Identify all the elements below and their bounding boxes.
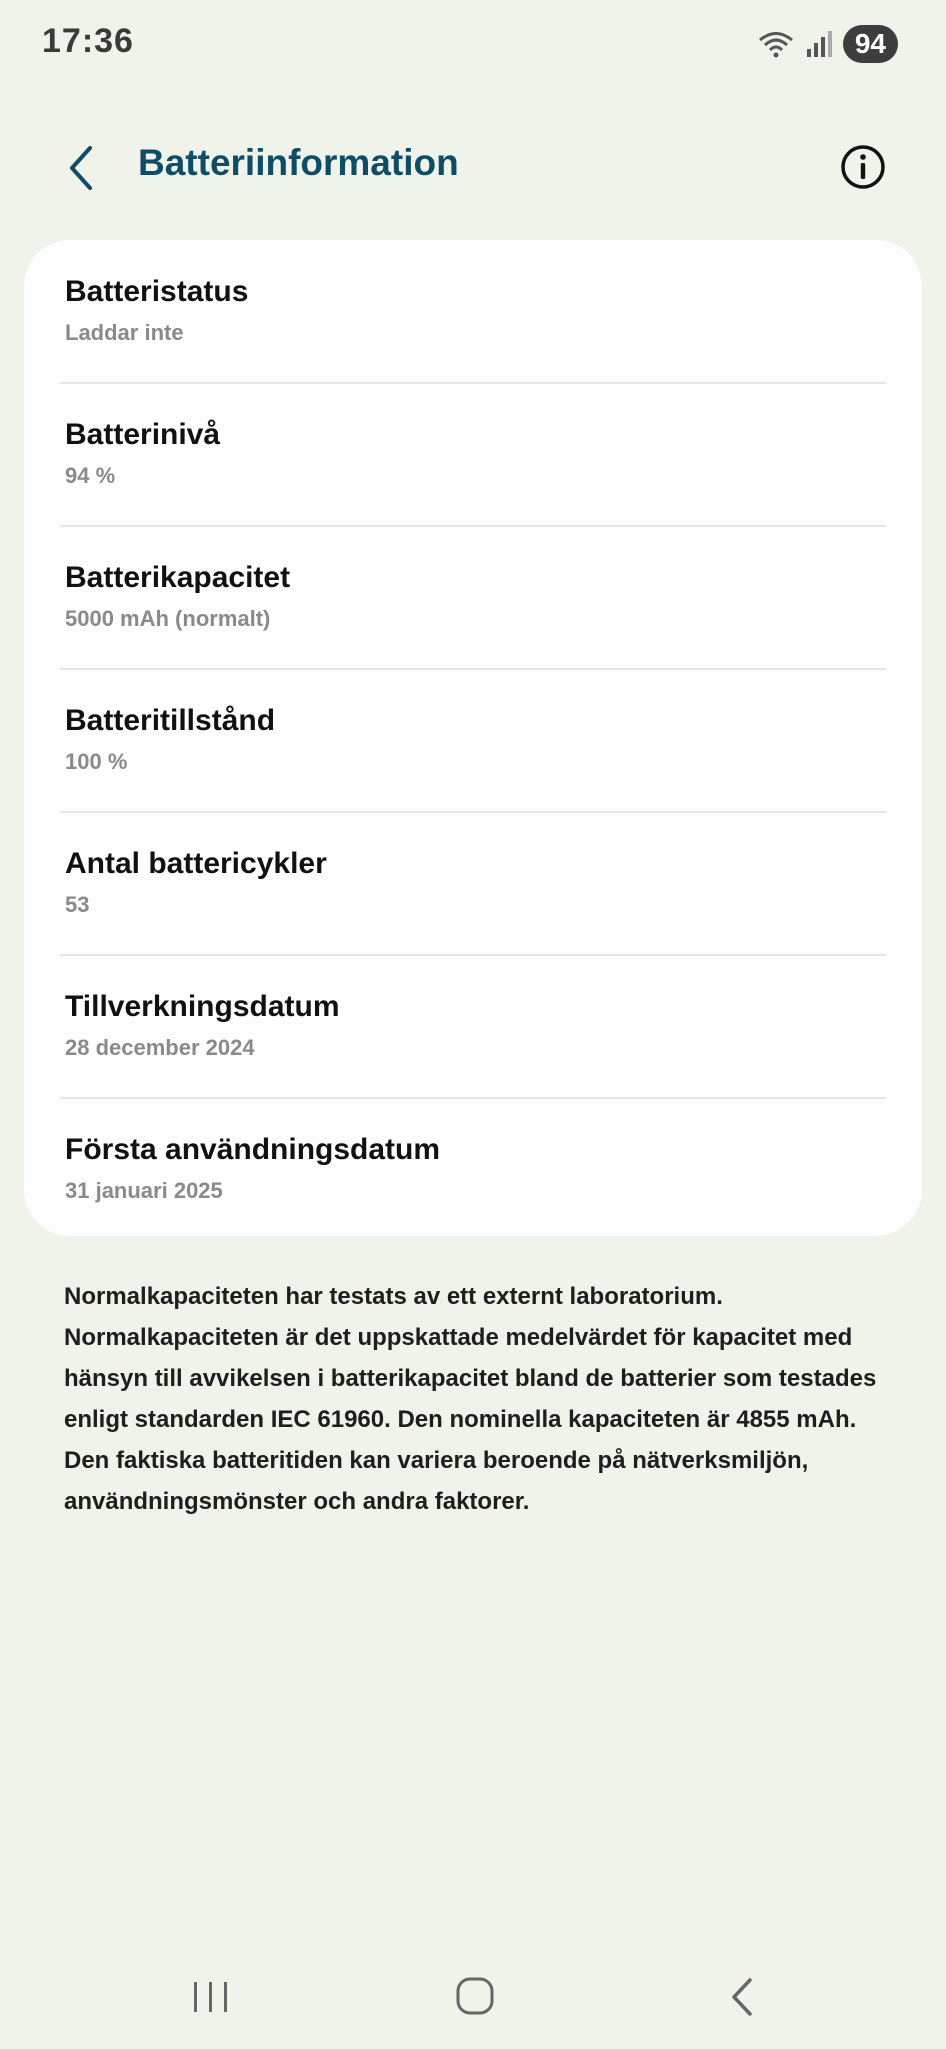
- back-icon: [712, 1972, 772, 2022]
- back-nav-button[interactable]: [712, 1972, 772, 2022]
- info-icon: [838, 142, 888, 192]
- status-bar: [0, 0, 946, 90]
- app-bar: [0, 130, 946, 204]
- list-item-first-use-date[interactable]: [24, 1098, 922, 1240]
- item-value: 28 december 2024: [65, 1035, 255, 1060]
- item-label: Tillverkningsdatum: [65, 990, 340, 1023]
- chevron-left-icon: [58, 140, 108, 196]
- battery-level-badge: 94: [843, 25, 898, 63]
- list-item-battery-capacity[interactable]: [24, 526, 922, 668]
- wifi-icon: [757, 29, 795, 59]
- home-button[interactable]: [446, 1972, 506, 2022]
- item-value: 100 %: [65, 749, 128, 774]
- item-label: Första användningsdatum: [65, 1133, 441, 1166]
- status-icons: [757, 24, 898, 64]
- home-icon: [446, 1972, 506, 2022]
- recents-button[interactable]: [181, 1972, 241, 2022]
- item-value: 94 %: [65, 463, 116, 488]
- list-item-battery-status[interactable]: [24, 240, 922, 382]
- item-value: Laddar inte: [65, 320, 184, 345]
- signal-icon: [805, 29, 833, 59]
- item-value: 31 januari 2025: [65, 1178, 223, 1203]
- list-item-battery-level[interactable]: [24, 383, 922, 525]
- capacity-note: Normalkapaciteten har testats av ett externt laboratorium. Normalkapaciteten är det uppskattade medelvärdet för kapacitet med hänsyn till avvikelsen i batterikapacitet bland de batterier som testades enligt standarden IEC 61960. Den nominella kapaciteten är 4855 mAh. Den faktiska batteritiden kan variera beroende på nätverksmiljön, användningsmönster och andra faktorer.: [64, 1283, 877, 1515]
- item-value: 5000 mAh (normalt): [65, 606, 271, 631]
- back-button[interactable]: [58, 140, 108, 196]
- info-button[interactable]: [838, 142, 888, 192]
- navigation-bar: [0, 1940, 946, 2049]
- recents-icon: [181, 1972, 241, 2022]
- item-label: Batterinivå: [65, 418, 221, 451]
- item-label: Antal battericykler: [65, 847, 327, 880]
- battery-info-card: [24, 240, 922, 1236]
- item-label: Batteritillstånd: [65, 704, 276, 737]
- item-label: Batteristatus: [65, 275, 249, 308]
- list-item-battery-health[interactable]: [24, 669, 922, 811]
- item-label: Batterikapacitet: [65, 561, 291, 594]
- list-item-manufacture-date[interactable]: [24, 955, 922, 1097]
- page-title: Batteriinformation: [138, 142, 459, 183]
- status-time: 17:36: [42, 22, 134, 60]
- item-value: 53: [65, 892, 90, 917]
- list-item-battery-cycles[interactable]: [24, 812, 922, 954]
